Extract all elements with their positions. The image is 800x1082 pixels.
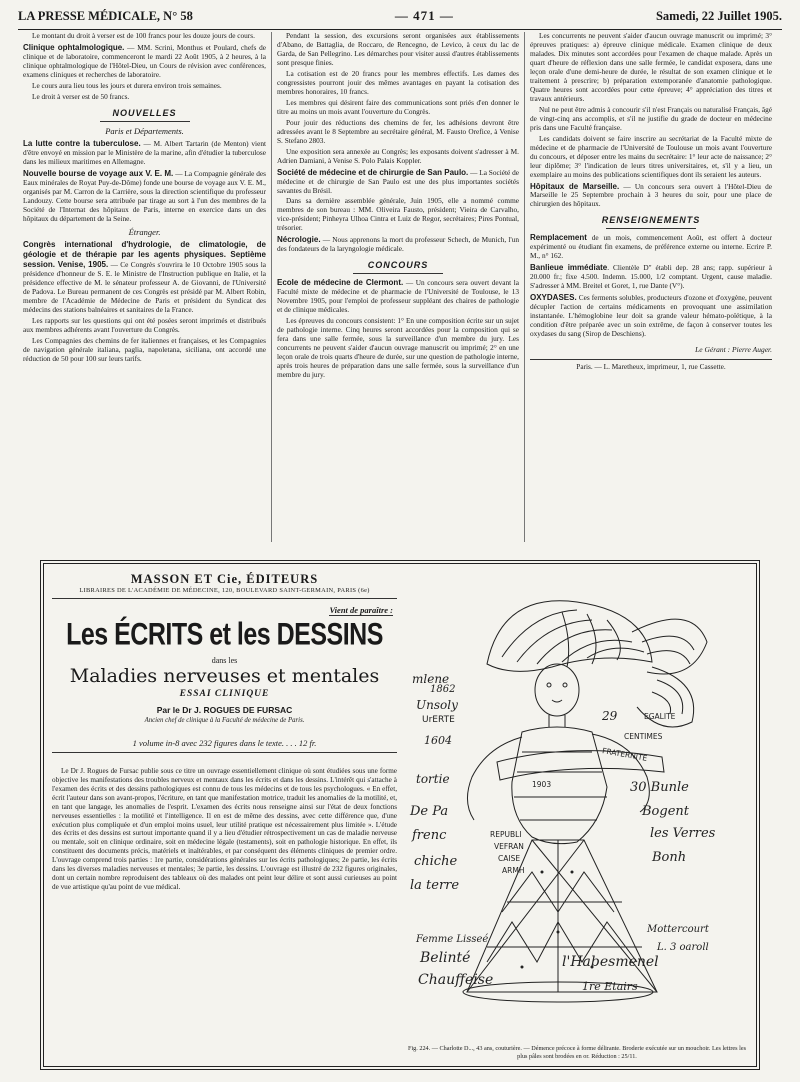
drawing-text: frenc: [412, 828, 447, 843]
drawing-text: 29: [602, 709, 618, 723]
drawing-text: tortie: [416, 772, 450, 786]
item-title: Hôpitaux de Marseille.: [530, 181, 620, 191]
author-position: Ancien chef de clinique à la Faculté de médecine de Paris.: [144, 717, 305, 724]
paragraph: Les concurrents ne peuvent s'aider d'aucun ouvrage manuscrit ou imprimé; 3° épreuves pratiques: a) épreuve clinique médicale. Examen clinique de deux malades. Dix minutes sont accordées pour l'examen de chaque malade. Après un quart d'heure de réflexion dans une salle fermée, le candidat exposera, dans une leçon orale d'une demi-heure de durée, le résultat de son examen clinique et le traitement à prescrire; b) préparation extemporanée d'anatomie pathologique. Quatre heures sont accordées pour cette épreuve; 4° appréciation des titres et travaux antérieurs.: [530, 32, 772, 103]
drawing-text: L. 3 oaroll: [657, 942, 709, 953]
just-published-label: Vient de paraître :: [329, 605, 393, 615]
item-title: Nécrologie.: [277, 235, 321, 245]
item-text: — La Société de médecine et de chirurgie de San Paulo est une des plus importantes sociétés savantes du Brésil.: [277, 167, 519, 195]
clinique-item: [23, 43, 266, 80]
classified-item: [530, 233, 772, 261]
drawing-text: Mottercourt: [647, 924, 709, 935]
book-description: Le Dr J. Rogues de Fursac publie sous ce titre un ouvrage essentiellement clinique où sont étudiées sous une forme objective les manifestations des troubles nerveux et mentaux dans les écrits et dans les dessins. L'intérêt qui s'attache à l'examen des écrits et des dessins pathologiques est connu de tous les médecins et de tous les psychologues. « En effet, écrit l'auteur dans son avant-propos, l'écriture, en tant que manifestation motrice, traduit les anomalies de la motilité, et, en tant que langage, les anomalies de l'esprit. L'examen des écrits nous renseigne ainsi sur l'état de deux fonctions nerveuses essentielles : la motilité et l'intelligence. Il en est de même des dessins, avec cette différence que, d'une exécution plus compliquée et d'un emploi moins usuel, leur utilité pratique est nécessairement plus limitée ». L'étude des écrits et des dessins est surtout importante quand il y a lieu d'étudier rétrospectivement un cas de maladie nerveuse ou mentale, soit en clinique ordinaire, soit en médecine légale (testaments), soit en pathologie historique. En effet, ils constituent des documents précis, matériels et inaltérables, et par conséquent des éléments cliniques de premier ordre. L'ouvrage comprend trois parties : 1re partie, considérations générales sur les écrits pathologiques; 2e partie, les écrits dans les diverses maladies nerveuses et mentales; 3e partie, les dessins. L'ouvrage est illustré de 232 figures originales, dont un certain nombre reproduisent des tableaux où des malades ont peint leur délire et sont aussi curieuses au point de vue artistique qu'au point de vue médical.: [52, 767, 397, 891]
item-text: — Nous apprenons la mort du professeur Schech, de Munich, l'un des fondateurs de la laryngologie médicale.: [277, 235, 519, 254]
book-genre: ESSAI CLINIQUE: [179, 689, 270, 699]
news-columns: [18, 32, 782, 542]
drawing-text: Chauffeise: [418, 972, 494, 988]
item-title: Clinique ophtalmologique.: [23, 42, 125, 52]
drawing-text: De Pa: [410, 804, 449, 819]
drawing-text: Bonh: [652, 850, 687, 865]
drawing-text: FRATERNITE: [601, 746, 648, 763]
drawing-text: CENTIMES: [624, 732, 663, 741]
item-title: Nouvelle bourse de voyage aux V. E. M.: [23, 169, 174, 179]
paragraph: Nul ne peut être admis à concourir s'il n'est Français ou naturalisé Français, âgé de vingt-cinq ans accomplis, et s'il ne justifie du grade de docteur en médecine pris dans une Faculté française.: [530, 104, 772, 132]
section-heading-nouvelles: NOUVELLES: [23, 108, 266, 122]
drawing-text: EGALITE: [644, 712, 676, 721]
paragraph: Les épreuves du concours consistent: 1° En une composition écrite sur un sujet de pathologie interne. Cinq heures seront accordées pour la composition qui se fera dans une salle fermée, sous la surveillance d'un membre du jury. Les concurrents ne peuvent s'aider d'aucun ouvrage manuscrit ou imprimé; 2° en une leçon orale de trois quarts d'heure de durée, sur une question de pathologie interne, après trois heures de préparation dans une salle fermée, sous la surveillance d'un membre du jury.: [277, 316, 519, 380]
drawing-text: 1re Etairs: [582, 980, 638, 993]
book-title: Les ÉCRITS et les DESSINS: [66, 617, 383, 652]
drawing-text: Unsoly: [416, 698, 458, 712]
item-title: Remplacement: [530, 233, 587, 243]
item-text: — M. Albert Tartarin (de Menton) vient d'être envoyé en mission par le Ministère de la marine, afin d'étudier la tuberculose dans les milieux maritimes en Allemagne.: [23, 139, 266, 167]
item-title: La lutte contre la tuberculose.: [23, 139, 141, 149]
drawing-text: la terre: [410, 878, 460, 893]
item-text: . Clientèle D" établi dep. 28 ans; rapp. supérieur à 20.000 fr.; fixe 4.500. Indemn. 15.000, 1/2 comptant. Urgent, cause maladie. S'adresser à MM. Breitel et Goret, 1, rue Dante (V°).: [530, 263, 772, 291]
column-3: [524, 32, 777, 542]
publisher-address: LIBRAIRES DE L'ACADÉMIE DE MÉDECINE, 120, BOULEVARD SAINT-GERMAIN, PARIS (6e): [52, 587, 397, 599]
item-text: Ces ferments solubles, producteurs d'ozone et d'oxygène, peuvent décupler l'action de certains médicaments en provoquant une assimilation instantanée. L'hémoglobine leur doit sa grande valeur hémato-poïétique, à la condition d'être préparée avec un soin extrême, de façon à conserver toutes les oxydases du sang (Sirop de Deschiens).: [530, 293, 772, 339]
paragraph: Dans sa dernière assemblée générale, Juin 1905, elle a nommé comme membres de son bureau : MM. Oliveira Fausto, président; Vieira de Carvalho, vice-président; Pinheyra Ulhoa Cintra et Luiz de Regor, secrétaires; Pires Pontual, trésorier.: [277, 196, 519, 233]
item-text: — Un concours sera ouvert à l'Hôtel-Dieu de Marseille le 25 Septembre prochain à 3 heures du soir, pour une place de chirurgien des hôpitaux.: [530, 181, 773, 209]
news-item: [23, 240, 266, 315]
item-text: — La Compagnie générale des Eaux minérales de Royat Puy-de-Dôme) fonde une bourse de voyage aux V. E. M., organisés par M. Carron de la Carrière, sous la direction scientifique du professeur Landouzy. Cette bourse sera attribuée par tirage au sort à l'un des membres de la Société de l'Internat des hôpitaux de Paris, interne en exercice dans un des hôpitaux du département de la Seine.: [23, 169, 266, 224]
item-text: — Ce Congrès s'ouvrira le 10 Octobre 1905 sous la présidence d'honneur de S. E. le Ministre de l'Instruction publique en Italie, et la présidence effective de M. le sénateur professeur A. de Giovanni, de l'Université de Padova. Le Bureau permanent de ces Congrès est présidé par M. Albert Robin, membre de l'Académie de Médecine de Paris et président du Syndicat des médecins des stations balnéaires et sanitaires de la France.: [23, 260, 266, 315]
drawing-text: les Verres: [650, 826, 716, 841]
drawing-text: Belinté: [420, 950, 471, 966]
paragraph: Le droit à verser est de 50 francs.: [32, 91, 130, 101]
book-advertisement: [40, 560, 760, 1070]
item-title: Congrès international d'hydrologie, de climatologie, de géologie et de thérapie par les agents physiques. Septième session. Venise, 1905.: [23, 240, 266, 270]
page-header: [18, 6, 782, 30]
book-subtitle: Maladies nerveuses et mentales: [69, 665, 380, 687]
paragraph: Une exposition sera annexée au Congrès; les exposants doivent s'adresser à M. Adrien Damiani, à Venise S. Polo Palais Koppler.: [277, 146, 519, 165]
drawing-text: Bogent: [642, 804, 689, 819]
issue-date: Samedi, 22 Juillet 1905.: [655, 8, 782, 23]
drawing-text: chiche: [414, 854, 458, 869]
drawing-text: 1862: [430, 684, 456, 695]
paragraph: Les rapports sur les questions qui ont été posées seront imprimés et distribués aux membres adhérents avant l'ouverture du Congrès.: [23, 316, 266, 335]
column-1: [18, 32, 271, 542]
printer-line: Paris. — L. Maretheux, imprimeur, 1, rue Cassette.: [530, 359, 772, 372]
ad-text-panel: [52, 572, 397, 892]
news-item: [277, 278, 519, 315]
drawing-text: ARMH: [502, 866, 525, 875]
paragraph: Le cours aura lieu tous les jours et durera environ trois semaines.: [32, 80, 222, 90]
news-item: [23, 139, 266, 167]
publisher-name: MASSON ET Cie, ÉDITEURS: [130, 572, 319, 586]
drawing-text: UrERTE: [422, 715, 455, 725]
figure-panel: [402, 572, 752, 1062]
book-title-connector: dans les: [211, 656, 238, 665]
paragraph: Le montant du droit à verser est de 100 francs pour les douze jours de cours.: [32, 32, 255, 40]
classified-item: [530, 293, 772, 339]
news-item: [23, 169, 266, 224]
drawing-text: REPUBLI: [490, 830, 522, 839]
volume-price: 1 volume in-8 avec 232 figures dans le texte. . . . 12 fr.: [52, 738, 397, 753]
item-title: Ecole de médecine de Clermont.: [277, 278, 404, 288]
drawing-text: 1604: [424, 734, 452, 747]
paragraph: La cotisation est de 20 francs pour les membres effectifs. Les dames des congressistes pourront jouir des mêmes avantages en payant la cotisation des membres honoraires, 10 francs.: [277, 68, 519, 96]
page-number: — 471 —: [394, 8, 454, 23]
item-text: de un mois, commencement Août, est offert à docteur expérimenté ou étudiant fin examens, de préférence externe ou interne. Ecrire P. M., n° 162.: [530, 233, 772, 261]
book-author: Par le Dr J. ROGUES DE FURSAC: [156, 705, 293, 715]
paragraph: Les candidats doivent se faire inscrire au secrétariat de la Faculté mixte de médecine et de pharmacie de l'Université de Toulouse un mois avant l'ouverture du concours, et déposer entre les mains du secrétaire: 1° leur acte de naissance; 2° leur diplôme; 3° l'indication de leurs titres universitaires, et, s'il y a lieu, un exemplaire au moins des publications scientifiques dont ils seraient les auteurs.: [530, 133, 772, 179]
item-text: — Un concours sera ouvert devant la Faculté mixte de médecine et de pharmacie de l'Université de Toulouse, le 13 Novembre 1905, pour l'emploi de professeur suppléant des chaires de pathologie et de clinique médicales.: [277, 278, 520, 315]
journal-title: LA PRESSE MÉDICALE, N° 58: [18, 8, 193, 23]
drawing-text: 30 Bunle: [630, 780, 689, 795]
drawing-text: Femme Lisseé: [416, 934, 489, 945]
subsection-heading: Étranger.: [128, 227, 161, 238]
news-item: [277, 235, 519, 254]
manager-signature: Le Gérant : Pierre Auger.: [695, 345, 772, 355]
figure-caption: Fig. 224. — Charlotte D..., 43 ans, couturière. — Démence précoce à forme délirante. Broderie exécutée sur un mouchoir. Les lettres les plus pâles sont brodées en or. Réduction : 25/11.: [408, 1045, 746, 1060]
section-heading-concours: CONCOURS: [277, 260, 519, 274]
classified-item: [530, 263, 772, 291]
news-item: [277, 168, 519, 196]
item-title: OXYDASES.: [530, 293, 577, 303]
paragraph: Pour jouir des réductions des chemins de fer, les adhésions devront être adressées avant le 8 Septembre au secrétaire général, M. Fausto Orefice, à Venise S. Stefano 2803.: [277, 117, 519, 145]
news-item: [530, 182, 772, 210]
drawing-text: 1903: [532, 780, 552, 789]
item-title: Société de médecine et de chirurgie de San Paulo.: [277, 167, 469, 177]
drawing-text: l'Habesmenel: [562, 954, 659, 970]
subsection-heading: Paris et Départements.: [105, 125, 184, 136]
paragraph: Les Compagnies des chemins de fer italiennes et françaises, et les Compagnies de navigation générale italiana, paglia, napoletana, siciliana, ont accordé une réduction de 50 pour 100 sur leurs tarifs.: [23, 336, 266, 364]
drawing-text: VEFRAN: [494, 842, 524, 851]
item-text: — MM. Scrini, Monthus et Poulard, chefs de clinique et de laboratoire, commenceront le mardi 22 Août 1905, à 2 heures, à la clinique ophtalmologique de l'Hôtel-Dieu, un Cours de révision avec conférences, examens cliniques et recherches de laboratoire.: [23, 42, 266, 79]
paragraph: Pendant la session, des excursions seront organisées aux établissements d'Abano, de Battaglia, de Roccaro, de Rencegno, de Levico, à ceux du lac de Garda, de San Pellegrino. Les démarches pour visiter aussi d'autres établissements sont presque finies.: [277, 32, 519, 67]
section-heading-renseignements: RENSEIGNEMENTS: [530, 215, 772, 229]
drawing-text: CAISE: [498, 854, 521, 863]
column-2: [271, 32, 524, 542]
paragraph: Les membres qui désirent faire des communications sont priés d'en donner le titre au moins un mois avant l'ouverture du Congrès.: [277, 97, 519, 116]
drawing-text: mlene: [412, 672, 450, 686]
item-title: Banlieue immédiate: [530, 263, 608, 273]
